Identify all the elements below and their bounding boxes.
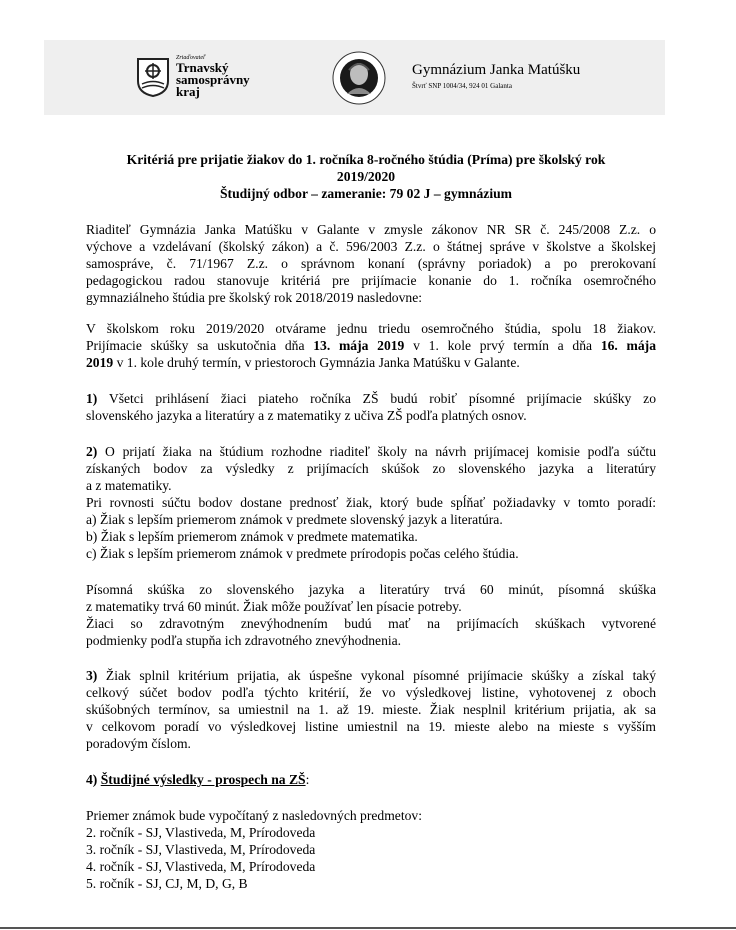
section-2 xyxy=(86,443,656,562)
exam-info-paragraph xyxy=(86,320,656,371)
intro-line: samospráve, č. 71/1967 Z.z. o správnom konaní (správny poriadok) a po prerokovaní xyxy=(86,256,656,271)
section-3-number: 3) xyxy=(86,668,98,683)
section-4-title: Študijné výsledky - prospech na ZŠ xyxy=(100,772,306,787)
written-exam-line: Žiaci so zdravotným znevýhodnením budú mať na prijímacích skúškach vytvorené xyxy=(86,616,656,631)
region-crest-icon xyxy=(136,57,170,97)
exam-date-second-year: 2019 xyxy=(86,355,114,370)
section-3-line: celkový súčet bodov podľa týchto kritérií, že vo výsledkovej listine, vyhotovenej z oboch xyxy=(86,685,656,700)
section-1 xyxy=(86,390,656,424)
school-address: Štvrť SNP 1004/34, 924 01 Galanta xyxy=(412,82,512,90)
intro-paragraph xyxy=(86,221,656,306)
region-name: Trnavský samosprávny kraj xyxy=(176,60,250,99)
section-2-line: získaných bodov za výsledky z prijímacích skúšok zo slovenského jazyka a literatúry xyxy=(86,461,656,476)
exam-dates-line xyxy=(86,337,656,354)
exam-date-second: 16. mája xyxy=(600,338,656,353)
page-bottom-divider xyxy=(0,927,736,929)
section-3-line: v celkovom poradí vo výsledkovej listine umiestnil na 19. mieste alebo na mieste s vyšším xyxy=(86,719,656,734)
written-exam-line: Písomná skúška zo slovenského jazyka a literatúry trvá 60 minút, písomná skúška xyxy=(86,582,656,597)
document-title xyxy=(60,151,672,202)
list-item: 5. ročník - SJ, CJ, M, D, G, B xyxy=(86,876,248,891)
title-line-3: Študijný odbor – zameranie: 79 02 J – gymnázium xyxy=(219,186,513,201)
exam-info-line xyxy=(86,354,656,371)
written-exam-line: podmienky podľa stupňa ich zdravotného znevýhodnenia. xyxy=(86,633,402,648)
section-2-number: 2) xyxy=(86,444,98,459)
exam-info-line: V školskom roku 2019/2020 otvárame jednu triedu osemročného štúdia, spolu 18 žiakov. xyxy=(86,321,656,336)
section-2-line: a z matematiky. xyxy=(86,478,172,493)
exam-date-first: 13. mája 2019 xyxy=(313,338,405,353)
title-line-1: Kritériá pre prijatie žiakov do 1. ročníka 8-ročného štúdia (Príma) pre školský rok xyxy=(126,152,606,167)
section-2-line: Pri rovnosti súčtu bodov dostane prednosť žiak, ktorý bude spĺňať požiadavky v tomto poradí: xyxy=(86,495,656,510)
exam-info-text: v 1. kole prvý termín a dňa xyxy=(404,338,601,353)
section-3-line xyxy=(86,667,656,684)
exam-info-text: Prijímacie skúšky sa uskutočnia dňa xyxy=(86,338,314,353)
intro-line: gymnaziálneho štúdia pre školský rok 2018/2019 nasledovne: xyxy=(86,290,423,305)
list-item: b) Žiak s lepším priemerom známok v predmete matematika. xyxy=(86,529,418,544)
section-4-heading xyxy=(86,771,656,788)
section-1-line xyxy=(86,390,656,407)
header-banner xyxy=(44,40,665,115)
list-item: a) Žiak s lepším priemerom známok v predmete slovenský jazyk a literatúra. xyxy=(86,512,503,527)
list-item: 4. ročník - SJ, Vlastiveda, M, Prírodoveda xyxy=(86,859,316,874)
grades-intro: Priemer známok bude vypočítaný z nasledovných predmetov: xyxy=(86,808,422,823)
intro-line: pedagogickou radou stanovuje kritériá pre prijímacie konanie do 1. ročníka osemročného xyxy=(86,273,656,288)
title-line-2: 2019/2020 xyxy=(336,169,396,184)
school-seal-icon xyxy=(327,50,391,106)
written-exam-line: z matematiky trvá 60 minút. Žiak môže používať len písacie potreby. xyxy=(86,599,462,614)
trnava-region-logo xyxy=(136,55,266,103)
section-3-line: poradovým číslom. xyxy=(86,736,191,751)
intro-line: Riaditeľ Gymnázia Janka Matúšku v Galante v zmysle zákonov NR SR č. 245/2008 Z.z. o xyxy=(86,222,656,237)
list-item: c) Žiak s lepším priemerom známok v predmete prírodopis počas celého štúdia. xyxy=(86,546,519,561)
section-2-text: O prijatí žiaka na štúdium rozhodne riaditeľ školy na návrh prijímacej komisie podľa súčtu xyxy=(97,444,656,459)
list-item: 3. ročník - SJ, Vlastiveda, M, Prírodoveda xyxy=(86,842,316,857)
list-item: 2. ročník - SJ, Vlastiveda, M, Prírodoveda xyxy=(86,825,316,840)
section-3-text: Žiak splnil kritérium prijatia, ak úspešne vykonal písomné prijímacie skúšky a získal taký xyxy=(97,668,656,683)
exam-info-text: v 1. kole druhý termín, v priestoroch Gymnázia Janka Matúšku v Galante. xyxy=(113,355,520,370)
school-name: Gymnázium Janka Matúšku xyxy=(412,62,581,78)
section-2-line xyxy=(86,443,656,460)
section-1-line: slovenského jazyka a literatúry a z matematiky z učiva ZŠ podľa platných osnov. xyxy=(86,408,527,423)
section-3 xyxy=(86,667,656,752)
written-exam-paragraph xyxy=(86,581,656,649)
section-4-colon: : xyxy=(305,772,310,787)
section-4-number: 4) xyxy=(86,772,98,787)
section-1-text: Všetci prihlásení žiaci piateho ročníka ZŠ budú robiť písomné prijímacie skúšky zo xyxy=(97,391,656,406)
intro-line: výchove a vzdelávaní (školský zákon) a č. 596/2003 Z.z. o štátnej správe v školstve a školskej xyxy=(86,239,656,254)
founder-label: Zriaďovateľ xyxy=(176,55,206,61)
section-1-number: 1) xyxy=(86,391,98,406)
section-3-line: skúšobných termínov, sa umiestnil na 1. až 19. mieste. Žiak nesplnil kritérium prijatia, ak sa xyxy=(86,702,656,717)
grades-list xyxy=(86,807,656,892)
